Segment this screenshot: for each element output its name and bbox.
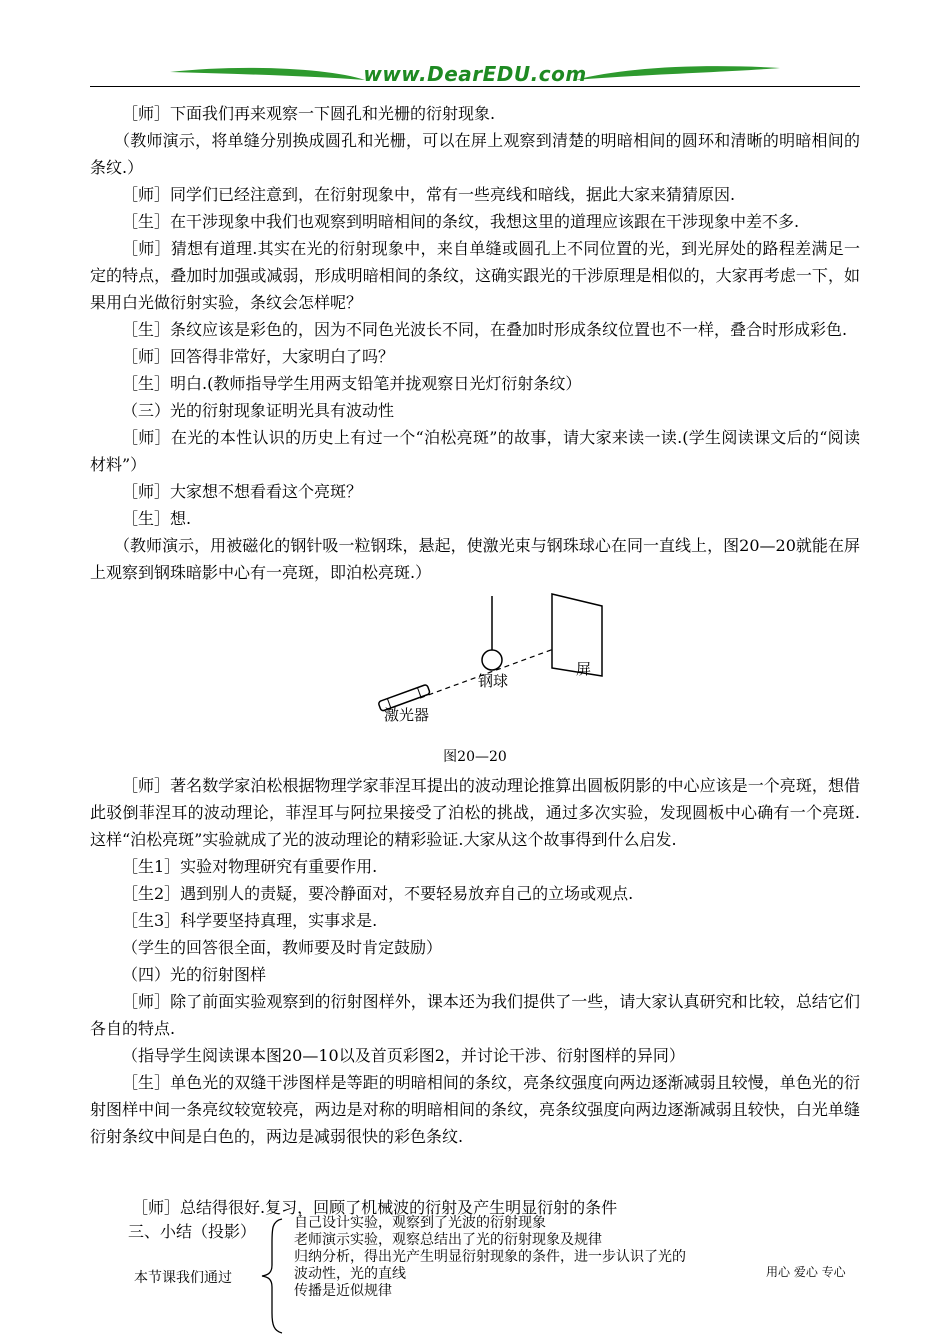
paragraph: ［生］想. (122, 509, 192, 528)
document-body (90, 100, 860, 1150)
site-logo: www.DearEDU.com (363, 62, 587, 86)
header-rule (90, 86, 860, 87)
summary-item: 老师演示实验，观察总结出了光的衍射现象及规律 (294, 1232, 602, 1248)
experiment-diagram (370, 588, 630, 738)
left-brace-icon (258, 1217, 288, 1335)
section-heading: （三）光的衍射现象证明光具有波动性 (122, 401, 395, 420)
paragraph: ［师］大家想不想看看这个亮斑？ (122, 482, 363, 501)
paragraph: ［生3］科学要坚持真理，实事求是. (122, 911, 378, 930)
summary-item: 归纳分析，得出光产生明显衍射现象的条件，进一步认识了光的 (294, 1249, 686, 1265)
paragraph: （教师演示，将单缝分别换成圆孔和光栅，可以在屏上观察到清楚的明暗相间的圆环和清晰的明暗相间的条纹.） (90, 131, 860, 177)
summary-lead: 本节课我们通过 (134, 1270, 232, 1286)
paragraph: ［生］条纹应该是彩色的，因为不同色光波长不同，在叠加时形成条纹位置也不一样，叠合时形成彩色. (122, 320, 848, 339)
paragraph: ［生］明白.(教师指导学生用两支铅笔并拢观察日光灯衍射条纹） (122, 374, 582, 393)
summary-item: 波动性，光的直线 (294, 1266, 406, 1282)
page-header (90, 58, 860, 90)
paragraph: （学生的回答很全面，教师要及时肯定鼓励） (122, 938, 443, 957)
paragraph: ［生］单色光的双缝干涉图样是等距的明暗相间的条纹，亮条纹强度向两边逐渐减弱且较慢，单色光的衍射图样中间一条亮纹较宽较亮，两边是对称的明暗相间的条纹，亮条纹强度向两边逐渐减弱且较快，白光单缝衍射条纹中间是白色的，两边是减弱很快的彩色条纹. (90, 1073, 860, 1146)
summary-last-line-a: ［师］总结得很好 (132, 1198, 261, 1217)
summary-title: 三、小结（投影） (128, 1222, 257, 1241)
paragraph: ［生］在干涉现象中我们也观察到明暗相间的条纹，我想这里的道理应该跟在干涉现象中差不多. (122, 212, 800, 231)
paragraph: （教师演示，用被磁化的钢针吸一粒钢珠，悬起，使激光束与钢珠球心在同一直线上，图20—20就能在屏上观察到钢珠暗影中心有一亮斑，即泊松亮斑.） (90, 536, 860, 582)
footer-motto: 用心 爱心 专心 (766, 1265, 846, 1279)
paragraph: ［生2］遇到别人的责疑，要冷静面对，不要轻易放弃自己的立场或观点. (122, 884, 634, 903)
label-steel-ball: 钢球 (478, 672, 509, 690)
paragraph: ［师］猜想有道理.其实在光的衍射现象中，来自单缝或圆孔上不同位置的光，到光屏处的路程差满足一定的特点，叠加时加强或减弱，形成明暗相间的条纹，这确实跟光的干涉原理是相似的，大家再考虑一下，如果用白光做衍射实验，条纹会怎样呢？ (90, 239, 860, 312)
summary-item: 传播是近似规律 (294, 1283, 392, 1299)
label-screen: 屏 (576, 660, 592, 678)
paragraph: ［师］回答得非常好，大家明白了吗？ (122, 347, 395, 366)
paragraph: ［师］下面我们再来观察一下圆孔和光栅的衍射现象. (122, 104, 496, 123)
steel-ball-icon (482, 650, 502, 670)
paragraph: ［师］著名数学家泊松根据物理学家菲涅耳提出的波动理论推算出圆板阴影的中心应该是一个亮斑，想借此驳倒菲涅耳的波动理论，菲涅耳与阿拉果接受了泊松的挑战，通过多次实验，发现圆板中心确有一个亮斑.这样“泊松亮斑”实验就成了光的波动理论的精彩验证.大家从这个故事得到什么启发. (90, 776, 860, 849)
paragraph: ［师］在光的本性认识的历史上有过一个“泊松亮斑”的故事，请大家来读一读.(学生阅读课文后的“阅读材料”） (90, 428, 860, 474)
figure-caption: 图20—20 (443, 749, 507, 765)
figure-poisson-spot (90, 588, 860, 765)
paragraph: （指导学生阅读课本图20—10以及首页彩图2，并讨论干涉、衍射图样的异同） (122, 1046, 685, 1065)
label-laser: 激光器 (384, 706, 430, 724)
summary-last-line-b: .复习，回顾了机械波的衍射及产生明显衍射的条件 (260, 1198, 618, 1217)
section-heading: （四）光的衍射图样 (122, 965, 267, 984)
paragraph: ［师］同学们已经注意到，在衍射现象中，常有一些亮线和暗线，据此大家来猜猜原因. (122, 185, 736, 204)
summary-items (294, 1215, 764, 1300)
summary-section (90, 1195, 870, 1335)
paragraph: ［师］除了前面实验观察到的衍射图样外，课本还为我们提供了一些，请大家认真研究和比较，总结它们各自的特点. (90, 992, 860, 1038)
paragraph: ［生1］实验对物理研究有重要作用. (122, 857, 378, 876)
summary-item: 自己设计实验，观察到了光波的衍射现象 (294, 1215, 546, 1231)
